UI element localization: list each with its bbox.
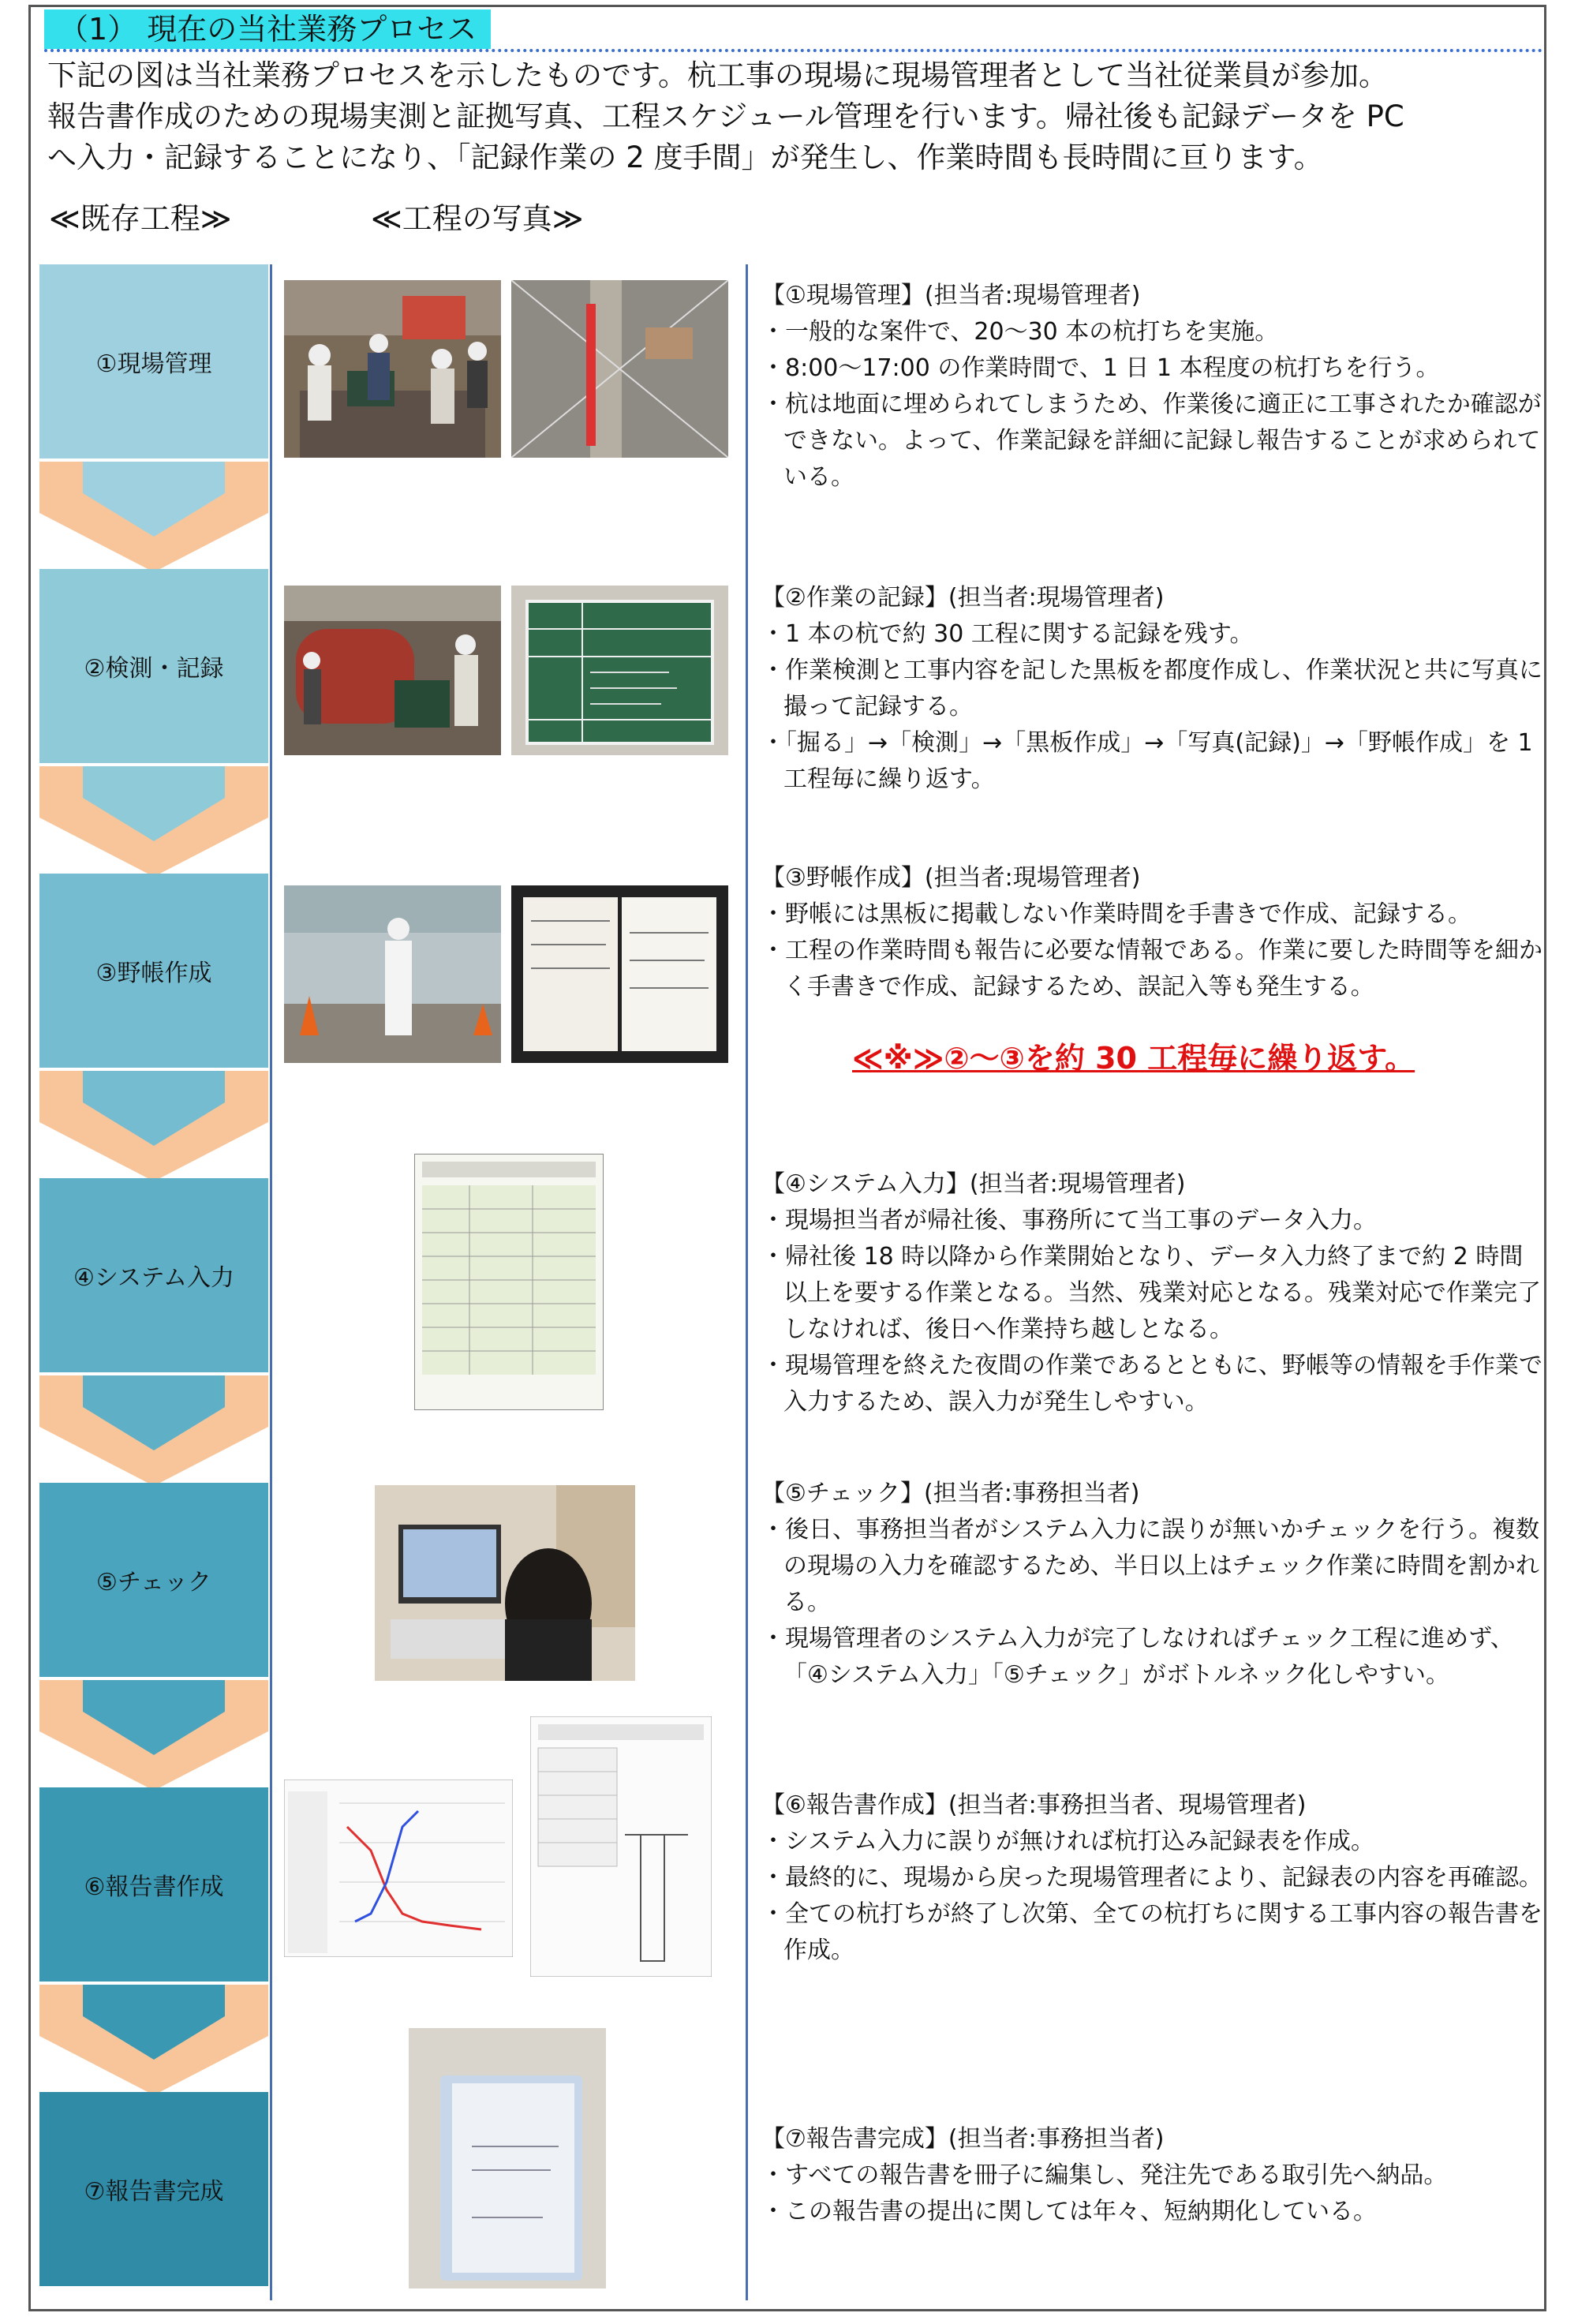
down-arrow-icon [39, 1071, 268, 1181]
desc-heading: 【①現場管理】(担当者:現場管理者) [761, 282, 1141, 309]
desc-bullet: ・1 本の杭で約 30 工程に関する記録を残す。 [761, 620, 1254, 648]
desc-bullet: ・後日、事務担当者がシステム入力に誤りが無いかチェックを行う。複数の現場の入力を確認するため、半日以上はチェック作業に時間を割かれる。 [761, 1516, 1540, 1616]
desc-bullet: ・現場管理者のシステム入力が完了しなければチェック工程に進めず、「④システム入力」「⑤チェック」がボトルネック化しやすい。 [761, 1625, 1514, 1689]
pile-closeup-photo [511, 280, 728, 458]
field-notebook-photo [511, 885, 728, 1063]
desc-bullet: ・「掘る」→「検測」→「黒板作成」→「写真(記録)」→「野帳作成」を 1 工程毎に繰り返す。 [761, 729, 1533, 793]
desc-step-1 [761, 278, 1542, 496]
step-3 [39, 874, 268, 1068]
down-arrow-icon [39, 1375, 268, 1486]
step-label: ⑦報告書完成 [84, 2178, 224, 2206]
desc-heading: 【⑤チェック】(担当者:事務担当者) [761, 1480, 1140, 1507]
desc-bullet: ・一般的な案件で、20〜30 本の杭打ちを実施。 [761, 318, 1279, 346]
divider-left [270, 264, 272, 2300]
desc-heading: 【⑥報告書作成】(担当者:事務担当者、現場管理者) [761, 1791, 1307, 1819]
desc-bullet: ・全ての杭打ちが終了し次第、全ての杭打ちに関する工事内容の報告書を作成。 [761, 1900, 1542, 1964]
desc-bullet: ・現場担当者が帰社後、事務所にて当工事のデータ入力。 [761, 1207, 1377, 1234]
step-label: ⑥報告書作成 [84, 1873, 224, 1901]
title-underline [44, 49, 1543, 52]
desc-bullet: ・8:00〜17:00 の作業時間で、1 日 1 本程度の杭打ちを行う。 [761, 354, 1440, 382]
desc-bullet: ・作業検測と工事内容を記した黒板を都度作成し、作業状況と共に写真に撮って記録する。 [761, 657, 1542, 720]
desc-heading: 【②作業の記録】(担当者:現場管理者) [761, 584, 1165, 612]
step-label: ④システム入力 [73, 1264, 234, 1292]
intro-paragraph [47, 55, 1539, 178]
desc-heading: 【③野帳作成】(担当者:現場管理者) [761, 864, 1141, 892]
step-1 [39, 264, 268, 458]
step-5 [39, 1483, 268, 1677]
step-2 [39, 569, 268, 763]
down-arrow-icon [39, 1985, 268, 2095]
step-4 [39, 1178, 268, 1372]
construction-site-photo [284, 280, 501, 458]
desc-step-7 [761, 2121, 1542, 2230]
divider-right [746, 264, 748, 2300]
blackboard-record-photo [511, 586, 728, 755]
step-label: ①現場管理 [95, 350, 212, 378]
column-header-existing: ≪既存工程≫ [49, 201, 232, 236]
desc-bullet: ・帰社後 18 時以降から作業開始となり、データ入力終了まで約 2 時間以上を要する作業となる。当然、残業対応となる。残業対応で作業完了しなければ、後日へ作業持ち越しとなる。 [761, 1243, 1541, 1343]
desc-bullet: ・最終的に、現場から戻った現場管理者により、記録表の内容を再確認。 [761, 1864, 1542, 1892]
step-label: ⑤チェック [96, 1569, 211, 1596]
data-sheet-photo [414, 1154, 604, 1410]
desc-bullet: ・工程の作業時間も報告に必要な情報である。作業に要した時間等を細かく手書きで作成、記録するため、誤記入等も発生する。 [761, 937, 1542, 1001]
section-title: （1） 現在の当社業務プロセス [44, 9, 491, 49]
desc-heading: 【④システム入力】(担当者:現場管理者) [761, 1170, 1186, 1198]
desc-bullet: ・野帳には黒板に掲載しない作業時間を手書きで作成、記録する。 [761, 900, 1471, 928]
intro-line: 下記の図は当社業務プロセスを示したものです。杭工事の現場に現場管理者として当社従業員が参加。 [47, 58, 1389, 92]
office-check-photo [375, 1485, 635, 1681]
report-binder-photo [409, 2028, 606, 2288]
repeat-note: ≪※≫②〜③を約 30 工程毎に繰り返す。 [852, 1041, 1415, 1076]
desc-step-6 [761, 1787, 1542, 1969]
desc-step-3 [761, 860, 1542, 1005]
desc-heading: 【⑦報告書完成】(担当者:事務担当者) [761, 2125, 1165, 2153]
desc-step-4 [761, 1166, 1542, 1420]
pile-diagram-photo [530, 1716, 712, 1977]
step-label: ②検測・記録 [84, 655, 224, 683]
desc-step-2 [761, 580, 1542, 798]
column-header-photos: ≪工程の写真≫ [371, 201, 584, 236]
down-arrow-icon [39, 462, 268, 572]
desc-bullet: ・杭は地面に埋められてしまうため、作業後に適正に工事されたか確認ができない。よって、作業記録を詳細に記録し報告することが求められている。 [761, 391, 1542, 491]
step-7 [39, 2092, 268, 2286]
desc-bullet: ・システム入力に誤りが無ければ杭打込み記録表を作成。 [761, 1828, 1374, 1855]
intro-line: へ入力・記録することになり、「記録作業の 2 度手間」が発生し、作業時間も長時間に亘ります。 [47, 140, 1323, 174]
intro-line: 報告書作成のための現場実測と証拠写真、工程スケジュール管理を行います。帰社後も記録データを PC [47, 99, 1404, 133]
desc-bullet: ・この報告書の提出に関しては年々、短納期化している。 [761, 2198, 1377, 2225]
record-chart-photo [284, 1779, 513, 1957]
desc-step-5 [761, 1476, 1542, 1693]
desc-bullet: ・現場管理を終えた夜間の作業であるとともに、野帳等の情報を手作業で入力するため、誤入力が発生しやすい。 [761, 1352, 1542, 1416]
step-6 [39, 1787, 268, 1982]
desc-bullet: ・すべての報告書を冊子に編集し、発注先である取引先へ納品。 [761, 2161, 1448, 2189]
down-arrow-icon [39, 766, 268, 877]
field-notes-worker-photo [284, 885, 501, 1063]
site-inspection-photo [284, 586, 501, 755]
down-arrow-icon [39, 1680, 268, 1791]
step-label: ③野帳作成 [95, 960, 212, 987]
